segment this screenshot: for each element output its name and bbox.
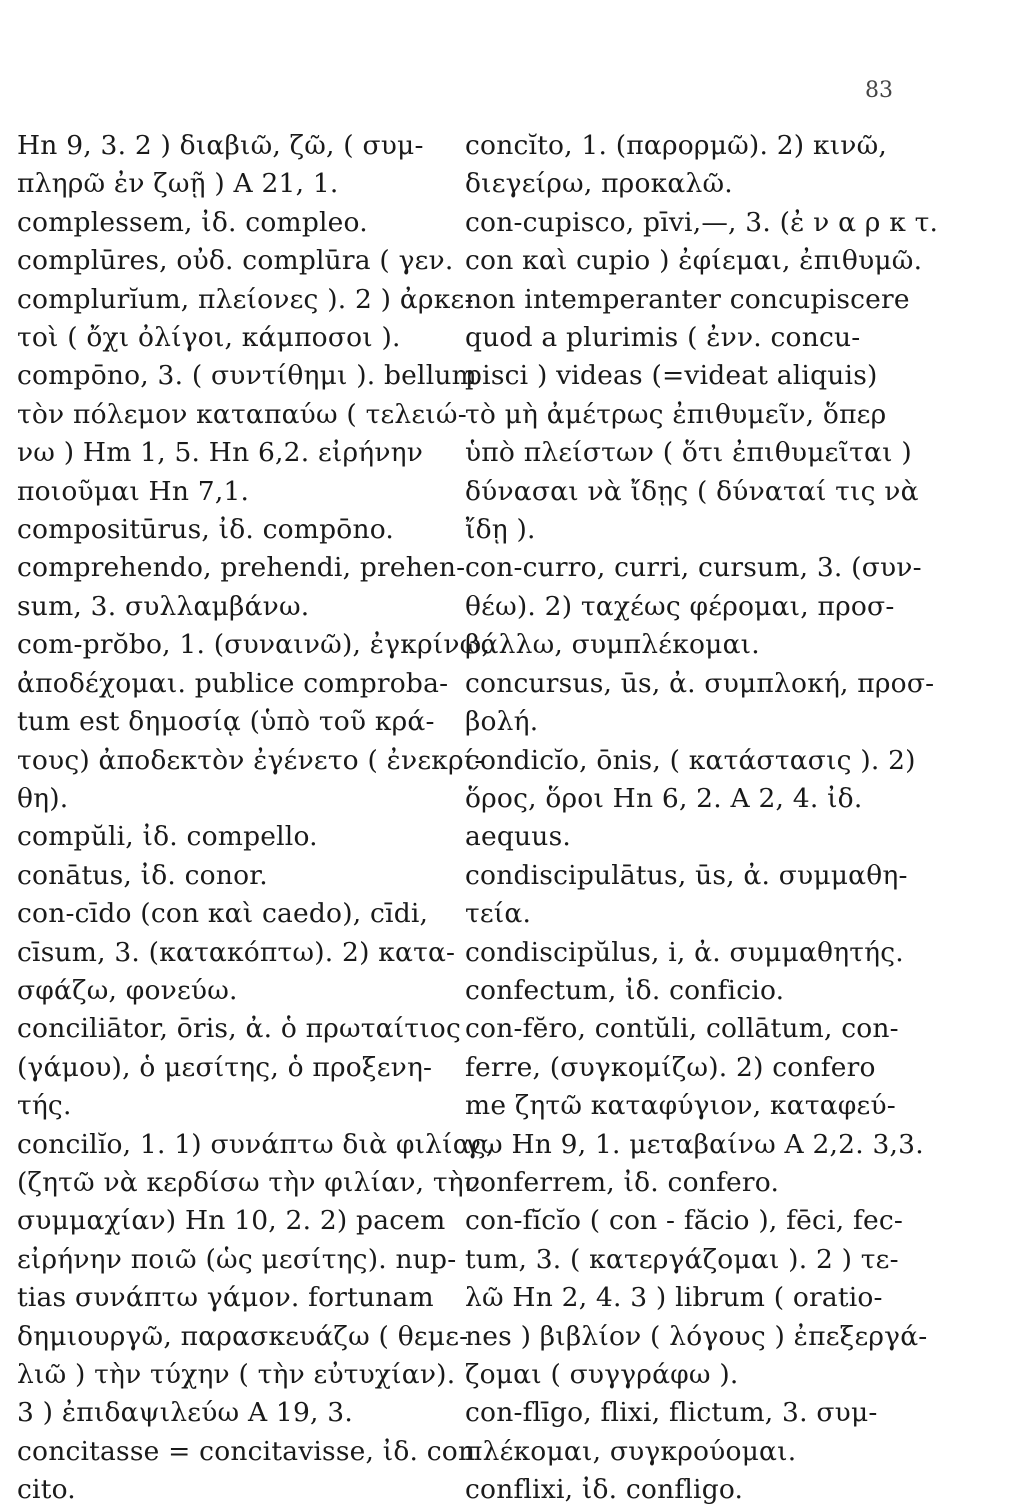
dictionary-line: condicĭo, ōnis, ( κατάστασις ). 2) <box>465 744 916 776</box>
dictionary-line: ποιοῦμαι Hn 7,1. <box>17 475 250 507</box>
dictionary-line: condiscipŭlus, i, ἀ. συμμαθητής. <box>465 936 904 968</box>
right-column <box>465 127 939 1510</box>
dictionary-line: Hn 9, 3. 2 ) διαβιῶ, ζῶ, ( συμ- <box>17 130 424 161</box>
dictionary-line: pisci ) videas (=videat aliquis) <box>465 360 878 392</box>
dictionary-line: θη). <box>17 782 69 814</box>
dictionary-line: ὅρος, ὅροι Hn 6, 2. A 2, 4. ἰδ. <box>465 782 863 814</box>
dictionary-line: διεγείρω, προκαλῶ. <box>465 168 733 200</box>
dictionary-line: me ζητῶ καταφύγιον, καταφεύ- <box>465 1090 896 1122</box>
dictionary-line: compōno, 3. ( συντίθημι ). bellum <box>17 360 477 392</box>
dictionary-line: con καὶ cupio ) ἐφίεμαι, ἐπιθυμῶ. <box>465 245 923 277</box>
dictionary-line: conciliātor, ōris, ἀ. ὁ πρωταίτιος <box>17 1013 461 1045</box>
dictionary-line: βολή. <box>465 706 539 738</box>
dictionary-line: con-flīgo, flixi, flictum, 3. συμ- <box>465 1397 878 1429</box>
dictionary-line: nes ) βιβλίον ( λόγους ) ἐπεξεργά- <box>465 1320 928 1352</box>
dictionary-line: 3 ) ἐπιδαψιλεύω Α 19, 3. <box>17 1397 353 1429</box>
dictionary-line: comprehendo, prehendi, prehen- <box>17 552 466 584</box>
dictionary-line: νω ) Hm 1, 5. Hn 6,2. εἰρήνην <box>17 437 424 469</box>
dictionary-line: τὸν πόλεμον καταπαύω ( τελειώ- <box>17 398 467 430</box>
dictionary-line: concĭto, 1. (παρορμῶ). 2) κινῶ, <box>465 130 888 161</box>
dictionary-line: δημιουργῶ, παρασκευάζω ( θεμε- <box>17 1320 469 1352</box>
dictionary-line: σφάζω, φονεύω. <box>17 974 238 1006</box>
dictionary-line: complūres, οὐδ. complūra ( γεν. <box>17 245 454 277</box>
dictionary-line: ἴδῃ ). <box>465 514 536 546</box>
dictionary-line: δύνασαι νὰ ἴδῃς ( δύναταί τις νὰ <box>465 475 919 507</box>
dictionary-line: com-prŏbo, 1. (συναινῶ), ἐγκρίνω, <box>17 629 491 661</box>
dictionary-line: compŭli, ἰδ. compello. <box>17 821 318 853</box>
dictionary-line: λιῶ ) τὴν τύχην ( τὴν εὐτυχίαν). <box>17 1359 456 1390</box>
dictionary-line: τὸ μὴ ἀμέτρως ἐπιθυμεῖν, ὅπερ <box>465 398 887 430</box>
dictionary-line: ὑπὸ πλείστων ( ὅτι ἐπιθυμεῖται ) <box>465 437 912 469</box>
dictionary-line: τεία. <box>465 898 532 930</box>
dictionary-line: πλέκομαι, συγκρούομαι. <box>465 1435 797 1467</box>
dictionary-line: τοὶ ( ὄχι ὀλίγοι, κάμποσοι ). <box>17 322 401 354</box>
dictionary-line: con-cupisco, pīvi,—, 3. (ἐ ν α ρ κ τ. <box>465 206 939 238</box>
dictionary-line: ἀποδέχομαι. publice comproba- <box>17 667 449 699</box>
dictionary-line: condiscipulātus, ūs, ἀ. συμμαθη- <box>465 859 908 891</box>
dictionary-line: συμμαχίαν) Hn 10, 2. 2) pacem <box>17 1205 446 1237</box>
dictionary-line: complurĭum, πλείονες ). 2 ) ἀρκε- <box>17 283 474 315</box>
dictionary-line: con-cīdo (con καὶ caedo), cīdi, <box>17 898 429 930</box>
dictionary-line: aequus. <box>465 821 572 853</box>
dictionary-line: con-curro, curri, cursum, 3. (συν- <box>465 552 922 584</box>
dictionary-line: conflixi, ἰδ. confligo. <box>465 1474 744 1506</box>
dictionary-line: εἰρήνην ποιῶ (ὡς μεσίτης). nup- <box>17 1243 457 1275</box>
dictionary-line: complessem, ἰδ. compleo. <box>17 206 368 238</box>
dictionary-line: τής. <box>17 1090 72 1122</box>
dictionary-line: θέω). 2) ταχέως φέρομαι, προσ- <box>465 590 895 622</box>
dictionary-line: concilĭo, 1. 1) συνάπτω διὰ φιλίας, <box>17 1128 495 1160</box>
dictionary-line: (ζητῶ νὰ κερδίσω τὴν φιλίαν, τὴν <box>17 1166 481 1198</box>
dictionary-line: tum, 3. ( κατεργάζομαι ). 2 ) τε- <box>465 1243 899 1275</box>
dictionary-line: λῶ Hn 2, 4. 3 ) librum ( oratio- <box>465 1282 883 1314</box>
dictionary-line: ζομαι ( συγγράφω ). <box>465 1359 739 1390</box>
dictionary-line: γω Hn 9, 1. μεταβαίνω Α 2,2. 3,3. <box>465 1128 924 1160</box>
dictionary-line: πληρῶ ἐν ζωῇ ) Α 21, 1. <box>17 168 339 200</box>
dictionary-line: con-fĭcĭo ( con - făcio ), fēci, fec- <box>465 1205 904 1237</box>
dictionary-line: conferrem, ἰδ. confero. <box>465 1166 780 1198</box>
dictionary-line: compositūrus, ἰδ. compōno. <box>17 514 395 546</box>
dictionary-line: conātus, ἰδ. conor. <box>17 859 268 891</box>
dictionary-line: βάλλω, συμπλέκομαι. <box>465 629 760 661</box>
dictionary-line: tum est δημοσίᾳ (ὑπὸ τοῦ κρά- <box>17 706 435 738</box>
dictionary-line: confectum, ἰδ. conficio. <box>465 974 785 1006</box>
dictionary-line: (γάμου), ὁ μεσίτης, ὁ προξενη- <box>17 1051 433 1083</box>
dictionary-line: cīsum, 3. (κατακόπτω). 2) κατα- <box>17 936 456 968</box>
dictionary-line: ferre, (συγκομίζω). 2) confero <box>465 1051 876 1083</box>
dictionary-line: cito. <box>17 1474 76 1506</box>
dictionary-line: non intemperanter concupiscere <box>465 283 910 315</box>
page-number: 83 <box>865 78 893 103</box>
dictionary-line: sum, 3. συλλαμβάνω. <box>17 590 310 622</box>
dictionary-line: concursus, ūs, ἀ. συμπλοκή, προσ- <box>465 667 935 699</box>
dictionary-line: tias συνάπτω γάμον. fortunam <box>17 1282 434 1314</box>
dictionary-line: τους) ἀποδεκτὸν ἐγένετο ( ἐνεκρί- <box>17 744 484 776</box>
dictionary-line: quod a plurimis ( ἐνν. concu- <box>465 322 861 354</box>
dictionary-line: con-fĕro, contŭli, collātum, con- <box>465 1013 899 1045</box>
left-column <box>17 127 495 1510</box>
dictionary-line: concitasse = concitavisse, ἰδ. con <box>17 1435 476 1467</box>
